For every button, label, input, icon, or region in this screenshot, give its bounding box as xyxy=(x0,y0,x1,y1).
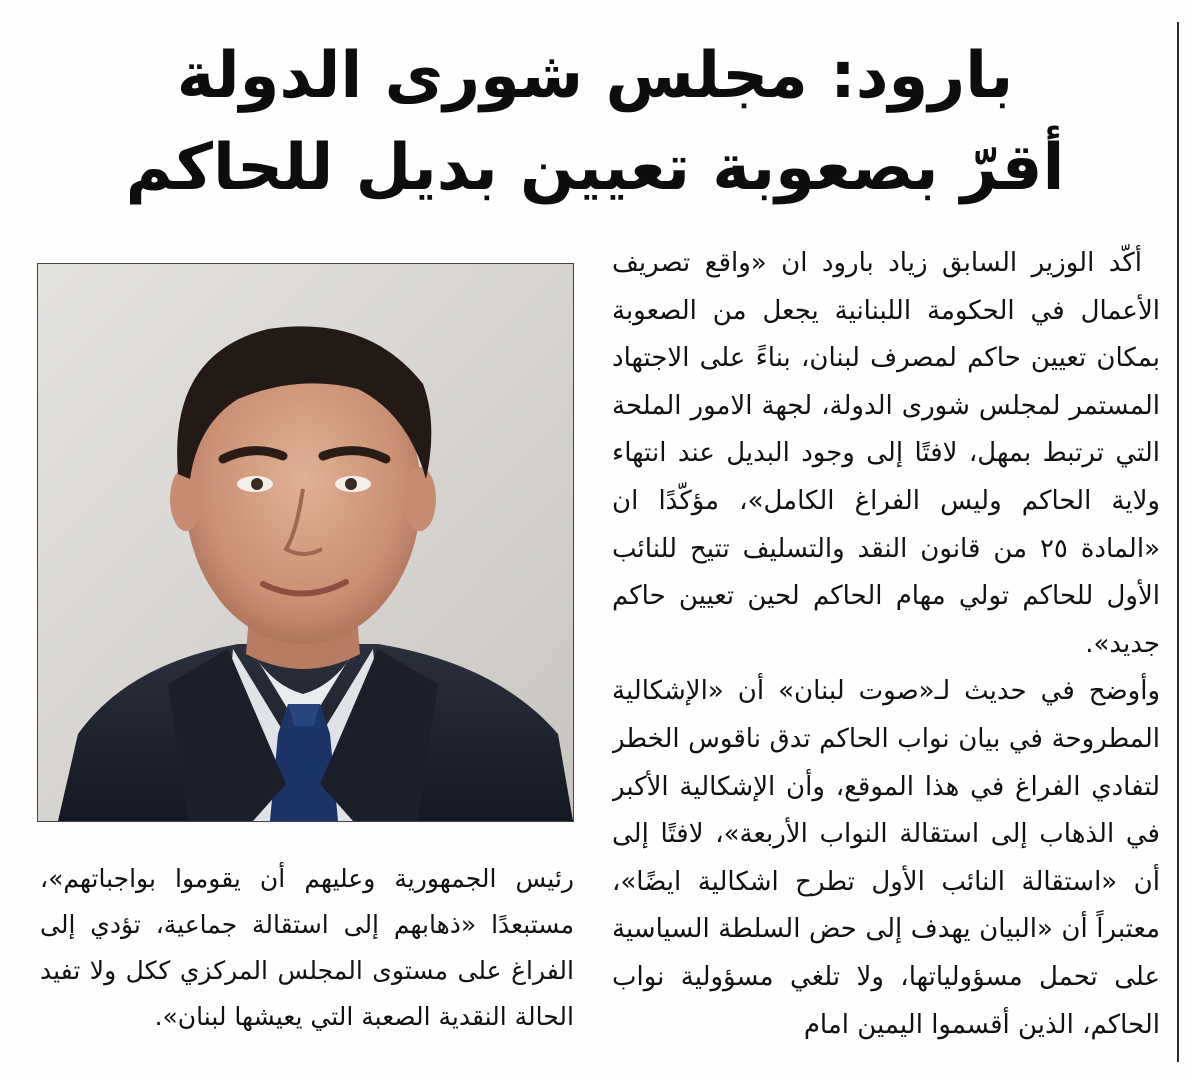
headline xyxy=(40,30,1150,214)
portrait-illustration xyxy=(38,264,573,821)
headline-line-2: أقرّ بصعوبة تعيين بديل للحاكم xyxy=(125,131,1065,205)
article-body xyxy=(612,240,1160,1060)
article-paragraph-2: وأوضح في حديث لـ«صوت لبنان» أن «الإشكالية المطروحة في بيان نواب الحاكم تدق ناقوس الخطر لتفادي الفراغ في هذا الموقع، وأن الإشكالية الأكبر في الذهاب إلى استقالة النواب الأربعة»، لافتًا إلى أن «استقالة النائب الأول تطرح اشكالية ايضًا»، معتبراً أن «البيان يهدف إلى حض السلطة السياسية على تحمل مسؤولياتها، ولا تلغي مسؤولية نواب الحاكم، الذين أقسموا اليمين امام xyxy=(612,676,1160,1040)
headline-line-1: بارود: مجلس شورى الدولة xyxy=(176,39,1014,113)
article-paragraph-1: أكّد الوزير السابق زياد بارود ان «واقع تصريف الأعمال في الحكومة اللبنانية يجعل من الصعوبة بمكان تعيين حاكم لمصرف لبنان، بناءً على الاجتهاد المستمر لمجلس شورى الدولة، لجهة الامور الملحة التي ترتبط بمهل، لافتًا إلى وجود البديل عند انتهاء ولاية الحاكم وليس الفراغ الكامل»، مؤكّدًا ان «المادة ٢٥ من قانون النقد والتسليف تتيح للنائب الأول للحاكم تولي مهام الحاكم لحين تعيين حاكم جديد». xyxy=(612,248,1160,659)
photo-caption-text: رئيس الجمهورية وعليهم أن يقوموا بواجباتهم»، مستبعدًا «ذهابهم إلى استقالة جماعية، تؤدي إلى الفراغ على مستوى المجلس المركزي ككل ولا تفيد الحالة النقدية الصعبة التي يعيشها لبنان». xyxy=(40,864,574,1031)
column-rule xyxy=(1177,22,1179,1062)
portrait-photo xyxy=(37,263,574,822)
